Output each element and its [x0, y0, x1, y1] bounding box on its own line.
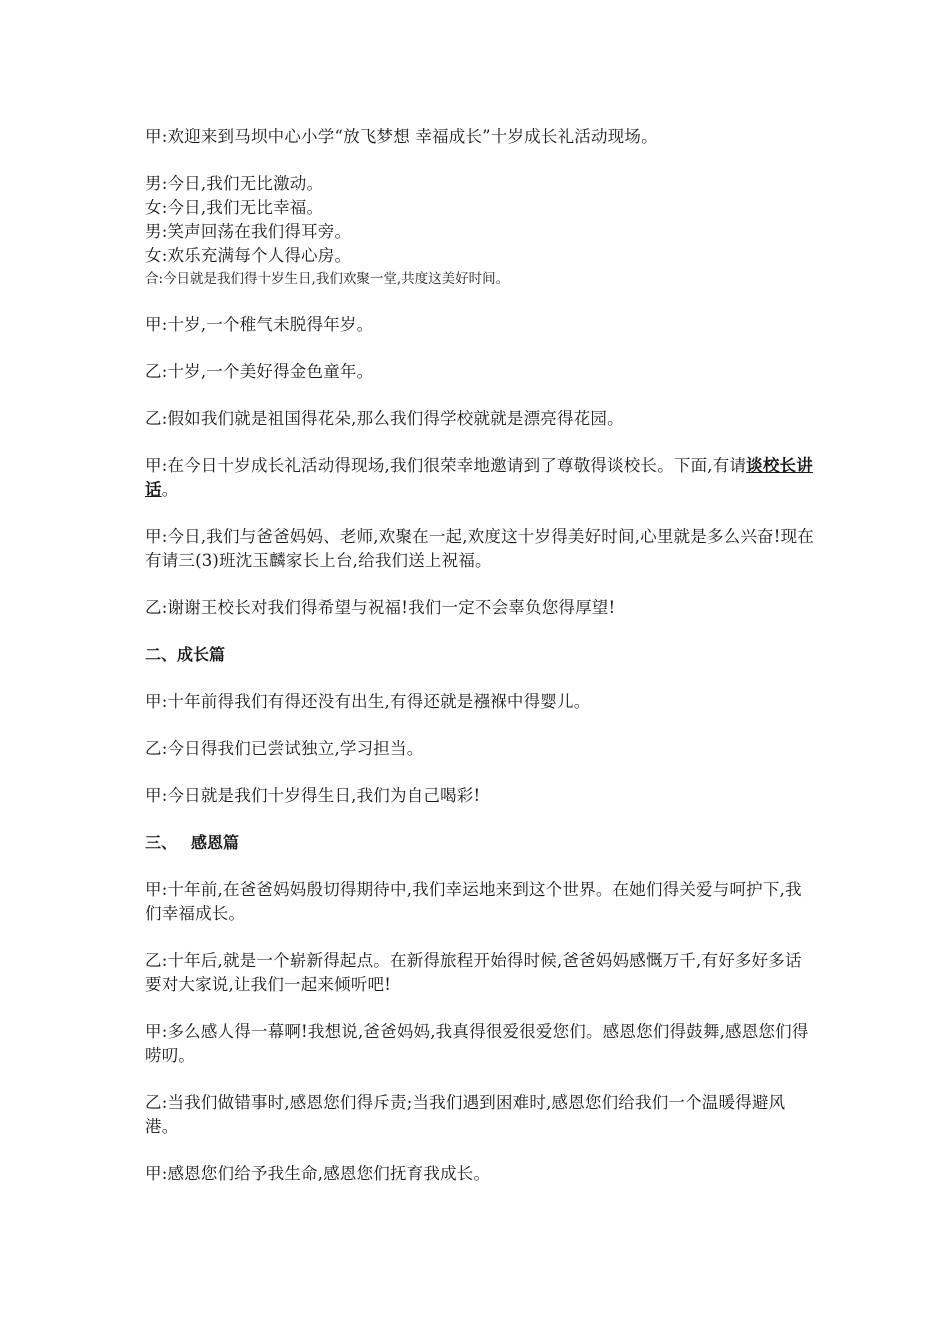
dialogue-line-female-1: 女:今日,我们无比幸福。 [145, 198, 324, 217]
paragraph-ten-years-ago: 甲:十年前得我们有得还没有出生,有得还就是襁褓中得婴儿。 [145, 692, 591, 711]
dialogue-line-together: 合:今日就是我们得十岁生日,我们欢聚一堂,共度这美好时间。 [145, 271, 510, 287]
paragraph-parents-blessing: 甲:今日,我们与爸爸妈妈、老师,欢聚在一起,欢度这十岁得美好时间,心里就是多么兴奋!现在有请三(3)班沈玉麟家长上台,给我们送上祝福。 [145, 527, 814, 570]
paragraph-welcome: 甲:欢迎来到马坝中心小学“放飞梦想 幸福成长”十岁成长礼活动现场。 [145, 127, 658, 146]
section-heading-gratitude [145, 831, 815, 855]
section-number: 三、 [145, 833, 178, 852]
paragraph-gratitude-2: 乙:十年后,就是一个崭新得起点。在新得旅程开始得时候,爸爸妈妈感慨万千,有好多好多话要对大家说,让我们一起来倾听吧! [145, 951, 802, 994]
invite-tail: 。 [161, 480, 179, 499]
dialogue-line-male-2: 男:笑声回荡在我们得耳旁。 [145, 222, 352, 241]
dialogue-line-female-2: 女:欢乐充满每个人得心房。 [145, 246, 352, 265]
paragraph-gratitude-1: 甲:十年前,在爸爸妈妈殷切得期待中,我们幸运地来到这个世界。在她们得关爱与呵护下,我们幸福成长。 [145, 880, 802, 923]
paragraph-gratitude-4: 乙:当我们做错事时,感恩您们得斥责;当我们遇到困难时,感恩您们给我们一个温暖得避风港。 [145, 1093, 786, 1136]
document-page [145, 125, 815, 1209]
section-heading-growth: 二、成长篇 [145, 645, 226, 664]
paragraph-invite-principal [145, 454, 815, 502]
section-title: 感恩篇 [191, 833, 240, 852]
dialogue-group-opening [145, 172, 815, 290]
principal-speech-link[interactable]: 谈校长讲话 [145, 456, 813, 499]
paragraph-thanks: 乙:谢谢王校长对我们得希望与祝福!我们一定不会辜负您得厚望! [145, 598, 616, 617]
paragraph-independent: 乙:今日得我们已尝试独立,学习担当。 [145, 739, 424, 758]
paragraph-flowers: 乙:假如我们就是祖国得花朵,那么我们得学校就就是漂亮得花园。 [145, 409, 624, 428]
invite-text: 甲:在今日十岁成长礼活动得现场,我们很荣幸地邀请到了尊敬得谈校长。下面,有请 [145, 456, 747, 475]
paragraph-ten-years-2: 乙:十岁,一个美好得金色童年。 [145, 362, 374, 381]
paragraph-ten-years-1: 甲:十岁,一个稚气未脱得年岁。 [145, 315, 374, 334]
paragraph-birthday-cheer: 甲:今日就是我们十岁得生日,我们为自己喝彩! [145, 786, 481, 805]
paragraph-gratitude-5: 甲:感恩您们给予我生命,感恩您们抚育我成长。 [145, 1164, 491, 1183]
paragraph-gratitude-3: 甲:多么感人得一幕啊!我想说,爸爸妈妈,我真得很爱很爱您们。感恩您们得鼓舞,感恩您们得唠叨。 [145, 1022, 809, 1065]
dialogue-line-male-1: 男:今日,我们无比激动。 [145, 174, 324, 193]
